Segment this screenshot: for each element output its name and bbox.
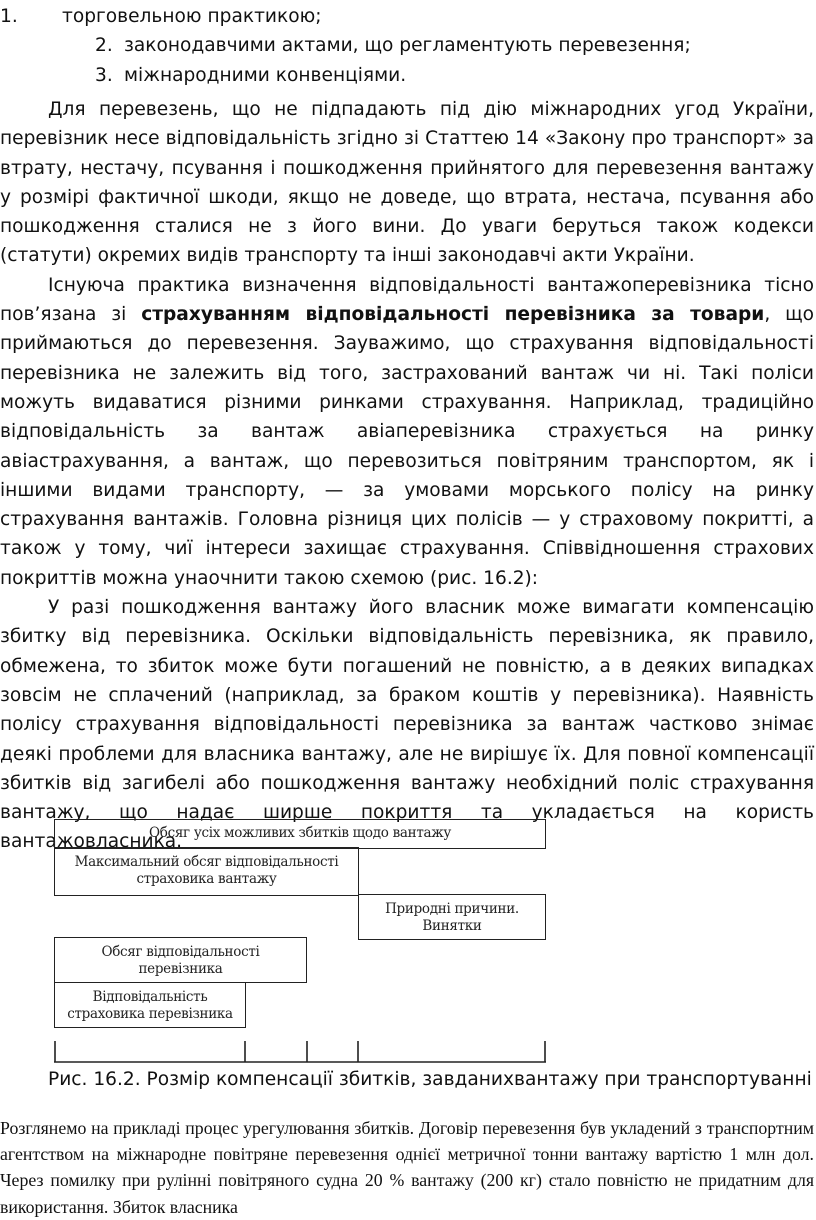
diagram-label: страховика перевізника bbox=[67, 1006, 233, 1022]
list-number: 3. bbox=[95, 64, 113, 86]
diagram-label: Природні причини. bbox=[385, 901, 519, 917]
paragraph-text: , що приймаються до перевезення. Зауважимо, що страхування відповідальності перевізника не залежить від того, застрахований вантаж чи ні. Такі поліси можуть видаватися різними ринками страхування. Наприклад, традиційно відповідальність за вантаж авіаперевізника страхується на ринку авіастрахування, а вантаж, що перевозиться повітряним транспортом, як і іншими видами транспорту, — за умовами морського полісу на ринку страхування вантажів. Головна різниця цих полісів — у страховому покритті, а також у тому, чиї інтереси захищає страхування. Співвідношення страхових покриттів можна унаочнити такою схемою (рис. 16.2): bbox=[0, 304, 814, 589]
list-number: 1. bbox=[0, 6, 18, 27]
example-text bbox=[0, 1115, 814, 1220]
figure-caption bbox=[0, 1065, 814, 1094]
bold-term: страхуванням відповідальності перевізника за товари bbox=[141, 304, 765, 326]
list-number: 2. bbox=[95, 35, 113, 57]
diagram-label: Обсяг усіх можливих збитків щодо вантажу bbox=[148, 825, 452, 841]
list-text: міжнародними конвенціями. bbox=[124, 64, 407, 86]
caption-text: Рис. 16.2. Розмір компенсації збитків, завданихвантажу при транспортуванні bbox=[48, 1069, 812, 1090]
diagram-label: Відповідальність bbox=[92, 989, 208, 1005]
paragraph-cargo-damage: У разі пошкодження вантажу його власник може вимагати компенсацію збитку від перевізника. Оскільки відповідальність перевізника, як правило, обмежена, то збиток може бути погашений не повністю, а в деяких випадках зовсім не сплачений (наприклад, за браком коштів у перевізника). Наявність полісу страхування відповідальності перевізника за вантаж частково знімає деякі проблеми для власника вантажу, але не вирішує їх. Для повної компенсації збитків від загибелі або пошкодження вантажу необхідний поліс страхування вантажу, що надає ширше покриття та укладається на користь вантажовласника. bbox=[0, 597, 814, 853]
list-text: торговельною практикою; bbox=[62, 6, 322, 27]
diagram-label: перевізника bbox=[138, 961, 223, 977]
diagram-label: страховика вантажу bbox=[136, 871, 277, 887]
diagram-label: Винятки bbox=[422, 918, 482, 934]
paragraph-liability-law: Для перевезень, що не підпадають під дію міжнародних угод України, перевізник несе відповідальність згідно зі Статтею 14 «Закону про транспорт» за втрату, нестачу, псування і пошкодження прийнятого для перевезення вантажу у розмірі фактичної шкоди, якщо не доведе, що втрата, нестача, псування або пошкодження сталися не з його вини. До уваги беруться також кодекси (статути) окремих видів транспорту та інші законодавчі акти України. bbox=[0, 99, 814, 267]
list-text: законодавчими актами, що регламентують перевезення; bbox=[124, 35, 691, 57]
paragraph-text: Існуюча практика визначення відповідальності вантажоперевізника тісно пов’язана зі bbox=[0, 274, 814, 326]
example-paragraph: Розглянемо на прикладі процес урегулювання збитків. Договір перевезення був укладений з транспортним агентством на міжнародне повітряне перевезення однієї метричної тонни вантажу вартістю 1 млн дол. Через помилку при рулінні повітряного судна 20 % вантажу (200 кг) стало повністю не придатним для використання. Збиток власника bbox=[0, 1118, 814, 1217]
diagram-label: Максимальний обсяг відповідальності bbox=[74, 854, 339, 870]
diagram-label: Обсяг відповідальності bbox=[101, 944, 260, 960]
